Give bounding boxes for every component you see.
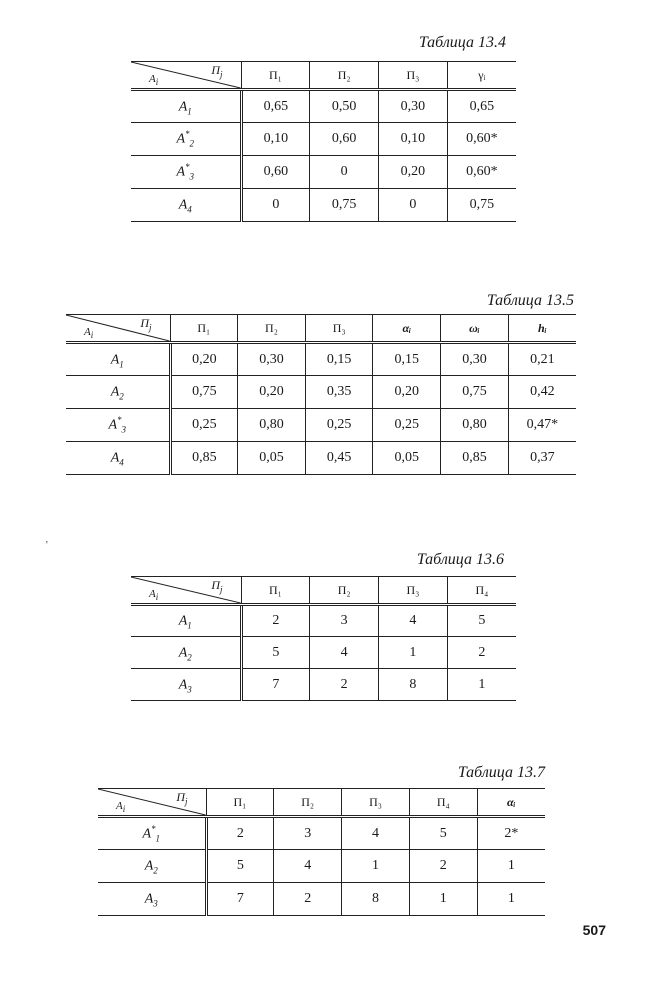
table-13-6-caption: Таблица 13.6 xyxy=(416,551,504,568)
row-label: $A_2$ xyxy=(131,637,241,669)
table-cell: 2 xyxy=(447,637,516,669)
table-cell: 0,42 xyxy=(508,376,576,409)
table-cell: 5 xyxy=(206,850,274,883)
table-row xyxy=(98,850,545,883)
table-cell: 0 xyxy=(379,189,448,222)
table-row xyxy=(131,637,516,669)
table-cell: 3 xyxy=(274,817,342,850)
corner-cell: $П_j$ $A_i$ xyxy=(98,789,206,817)
column-header: П₂ xyxy=(274,789,342,817)
row-label: $A_3$ xyxy=(98,883,206,916)
table-cell: 5 xyxy=(409,817,477,850)
row-label: $A_2$ xyxy=(98,850,206,883)
table-cell: 0,65 xyxy=(241,90,310,123)
column-header: П₂ xyxy=(310,577,379,605)
column-header: П₂ xyxy=(310,62,379,90)
table-cell: 0,10 xyxy=(379,123,448,156)
column-header: П₁ xyxy=(206,789,274,817)
row-label: $A^*_3$ xyxy=(66,409,170,442)
table-row xyxy=(98,883,545,916)
table-13-5 xyxy=(66,314,576,475)
table-cell: 7 xyxy=(206,883,274,916)
column-header: hᵢ xyxy=(508,315,576,343)
table-13-6 xyxy=(131,576,516,701)
table-cell: 0,15 xyxy=(373,343,441,376)
table-row xyxy=(66,409,576,442)
table-cell: 0,37 xyxy=(508,442,576,475)
table-cell: 8 xyxy=(342,883,410,916)
table-cell: 4 xyxy=(342,817,410,850)
table-cell: 4 xyxy=(310,637,379,669)
table-cell: 2 xyxy=(241,605,310,637)
table-13-7-caption: Таблица 13.7 xyxy=(457,764,545,781)
table-cell: 0,25 xyxy=(305,409,373,442)
table-cell: 0,35 xyxy=(305,376,373,409)
table-row xyxy=(98,817,545,850)
table-cell: 0,20 xyxy=(373,376,441,409)
column-header: П₁ xyxy=(241,62,310,90)
table-cell: 5 xyxy=(241,637,310,669)
table-cell: 2 xyxy=(206,817,274,850)
column-header: γᵢ xyxy=(447,62,516,90)
table-cell: 0,75 xyxy=(447,189,516,222)
column-header: П₃ xyxy=(379,62,448,90)
table-cell: 1 xyxy=(379,637,448,669)
table-cell: 2* xyxy=(477,817,545,850)
table-cell: 0,65 xyxy=(447,90,516,123)
table-cell: 1 xyxy=(447,669,516,701)
column-header: П₃ xyxy=(379,577,448,605)
table-13-4-caption: Таблица 13.4 xyxy=(418,34,506,51)
row-label: $A_3$ xyxy=(131,669,241,701)
table-cell: 4 xyxy=(274,850,342,883)
table-cell: 0,20 xyxy=(170,343,238,376)
column-header: П₂ xyxy=(238,315,306,343)
table-cell: 1 xyxy=(477,850,545,883)
table-row xyxy=(131,669,516,701)
column-header: П₁ xyxy=(241,577,310,605)
table-row xyxy=(131,605,516,637)
row-label: $A_4$ xyxy=(66,442,170,475)
table-cell: 0,60 xyxy=(310,123,379,156)
table-cell: 0,85 xyxy=(170,442,238,475)
table-cell: 0,30 xyxy=(379,90,448,123)
table-cell: 8 xyxy=(379,669,448,701)
table-cell: 3 xyxy=(310,605,379,637)
table-cell: 0,45 xyxy=(305,442,373,475)
row-label: $A_1$ xyxy=(131,90,241,123)
table-row xyxy=(66,442,576,475)
table-cell: 1 xyxy=(477,883,545,916)
row-label: $A_2$ xyxy=(66,376,170,409)
table-cell: 5 xyxy=(447,605,516,637)
table-cell: 4 xyxy=(379,605,448,637)
row-label: $A^*_1$ xyxy=(98,817,206,850)
corner-cell: $П_j$ $A_i$ xyxy=(131,62,241,90)
table-row xyxy=(131,156,516,189)
row-label: $A_1$ xyxy=(66,343,170,376)
table-cell: 0,25 xyxy=(373,409,441,442)
row-label: $A_1$ xyxy=(131,605,241,637)
table-cell: 0,50 xyxy=(310,90,379,123)
table-cell: 0,05 xyxy=(238,442,306,475)
table-cell: 0 xyxy=(241,189,310,222)
row-label: $A^*_3$ xyxy=(131,156,241,189)
stray-mark: ' xyxy=(46,540,48,551)
table-cell: 0,10 xyxy=(241,123,310,156)
table-cell: 0,30 xyxy=(441,343,509,376)
table-cell: 0,15 xyxy=(305,343,373,376)
table-cell: 0,60 xyxy=(241,156,310,189)
table-cell: 1 xyxy=(409,883,477,916)
table-cell: 2 xyxy=(310,669,379,701)
corner-cell: $П_j$ $A_i$ xyxy=(131,577,241,605)
column-header: П₃ xyxy=(305,315,373,343)
table-cell: 1 xyxy=(342,850,410,883)
table-row xyxy=(131,123,516,156)
table-cell: 0,20 xyxy=(379,156,448,189)
table-13-4 xyxy=(131,61,516,222)
table-cell: 0,05 xyxy=(373,442,441,475)
table-cell: 0,25 xyxy=(170,409,238,442)
row-label: $A^*_2$ xyxy=(131,123,241,156)
table-cell: 2 xyxy=(274,883,342,916)
table-13-5-caption: Таблица 13.5 xyxy=(486,292,574,309)
table-cell: 0,20 xyxy=(238,376,306,409)
table-row xyxy=(66,343,576,376)
column-header: П₃ xyxy=(342,789,410,817)
table-cell: 0,60* xyxy=(447,123,516,156)
column-header: П₄ xyxy=(447,577,516,605)
table-13-7 xyxy=(98,788,545,916)
page-number: 507 xyxy=(582,922,606,938)
table-row xyxy=(131,189,516,222)
column-header: αᵢ xyxy=(477,789,545,817)
table-cell: 0,21 xyxy=(508,343,576,376)
row-label: $A_4$ xyxy=(131,189,241,222)
table-cell: 0,85 xyxy=(441,442,509,475)
table-cell: 0 xyxy=(310,156,379,189)
table-cell: 0,75 xyxy=(170,376,238,409)
table-cell: 0,80 xyxy=(238,409,306,442)
column-header: αᵢ xyxy=(373,315,441,343)
table-cell: 0,60* xyxy=(447,156,516,189)
table-cell: 0,47* xyxy=(508,409,576,442)
table-cell: 0,75 xyxy=(310,189,379,222)
table-row xyxy=(66,376,576,409)
table-cell: 0,30 xyxy=(238,343,306,376)
table-row xyxy=(131,90,516,123)
column-header: П₁ xyxy=(170,315,238,343)
table-cell: 7 xyxy=(241,669,310,701)
column-header: П₄ xyxy=(409,789,477,817)
table-cell: 0,80 xyxy=(441,409,509,442)
table-cell: 2 xyxy=(409,850,477,883)
column-header: ωᵢ xyxy=(441,315,509,343)
table-cell: 0,75 xyxy=(441,376,509,409)
corner-cell: $П_j$ $A_i$ xyxy=(66,315,170,343)
